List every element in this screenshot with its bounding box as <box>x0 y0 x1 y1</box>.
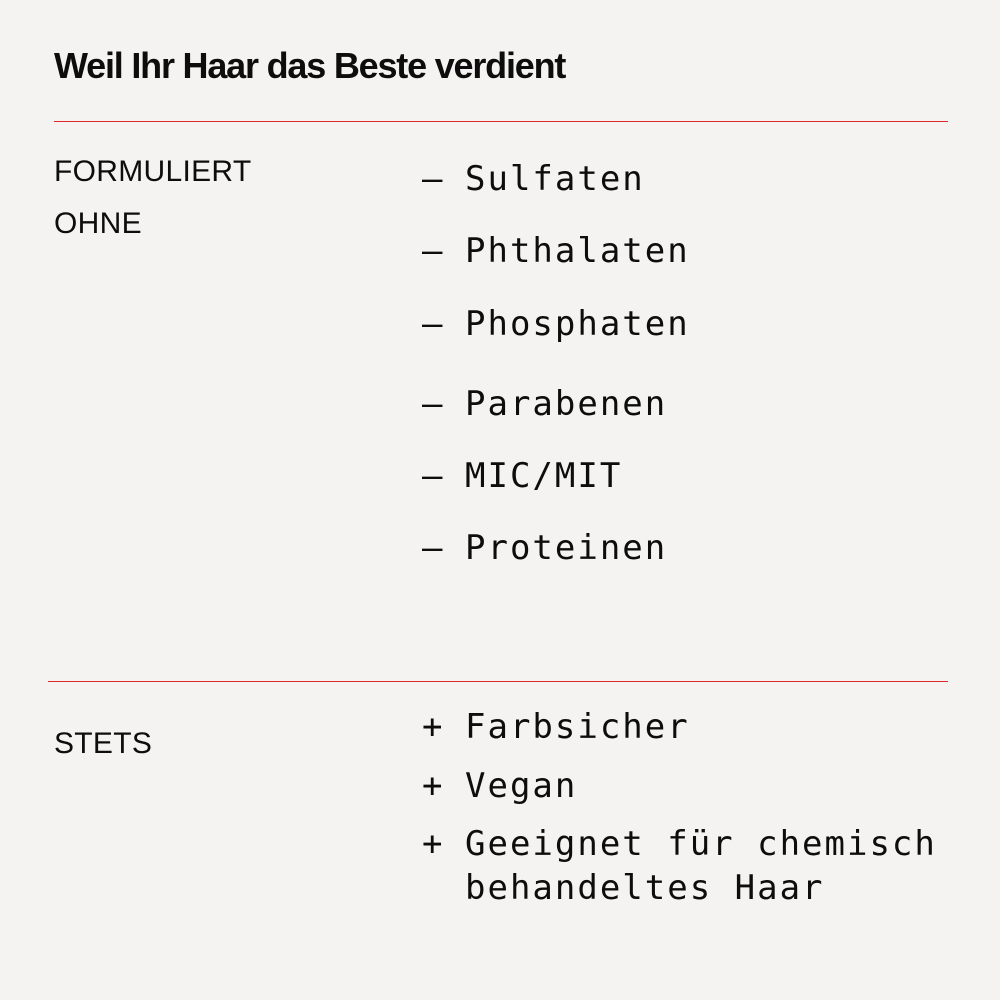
always-label <box>54 718 152 770</box>
always-item-label: Vegan <box>465 766 578 806</box>
plus-icon: + <box>422 707 445 747</box>
dash-icon: — <box>422 304 445 344</box>
dash-icon: — <box>422 231 445 271</box>
middle-divider <box>48 681 948 682</box>
dash-icon: — <box>422 159 445 199</box>
formulated-without-label-line-2: OHNE <box>54 207 142 240</box>
excluded-item-label: MIC/MIT <box>465 456 623 496</box>
excluded-item-label: Sulfaten <box>465 159 645 199</box>
dash-icon: — <box>422 384 445 424</box>
always-item-label: Farbsicher <box>465 707 690 747</box>
plus-icon: + <box>422 824 445 864</box>
excluded-item-label: Proteinen <box>465 528 668 568</box>
excluded-item-label: Phthalaten <box>465 231 690 271</box>
always-label-text: STETS <box>54 727 153 760</box>
plus-icon: + <box>422 766 445 806</box>
dash-icon: — <box>422 456 445 496</box>
always-item-label-line-1: Geeignet für chemisch <box>465 824 937 864</box>
top-divider <box>54 121 948 122</box>
excluded-item-label: Phosphaten <box>465 304 690 344</box>
always-item-label-line-2: behandeltes Haar <box>465 868 825 908</box>
formulated-without-label-line-1: FORMULIERT <box>54 155 252 188</box>
excluded-item-label: Parabenen <box>465 384 668 424</box>
dash-icon: — <box>422 528 445 568</box>
formulated-without-label <box>54 146 251 250</box>
headline: Weil Ihr Haar das Beste verdient <box>54 45 566 86</box>
always-item-label <box>465 822 937 910</box>
